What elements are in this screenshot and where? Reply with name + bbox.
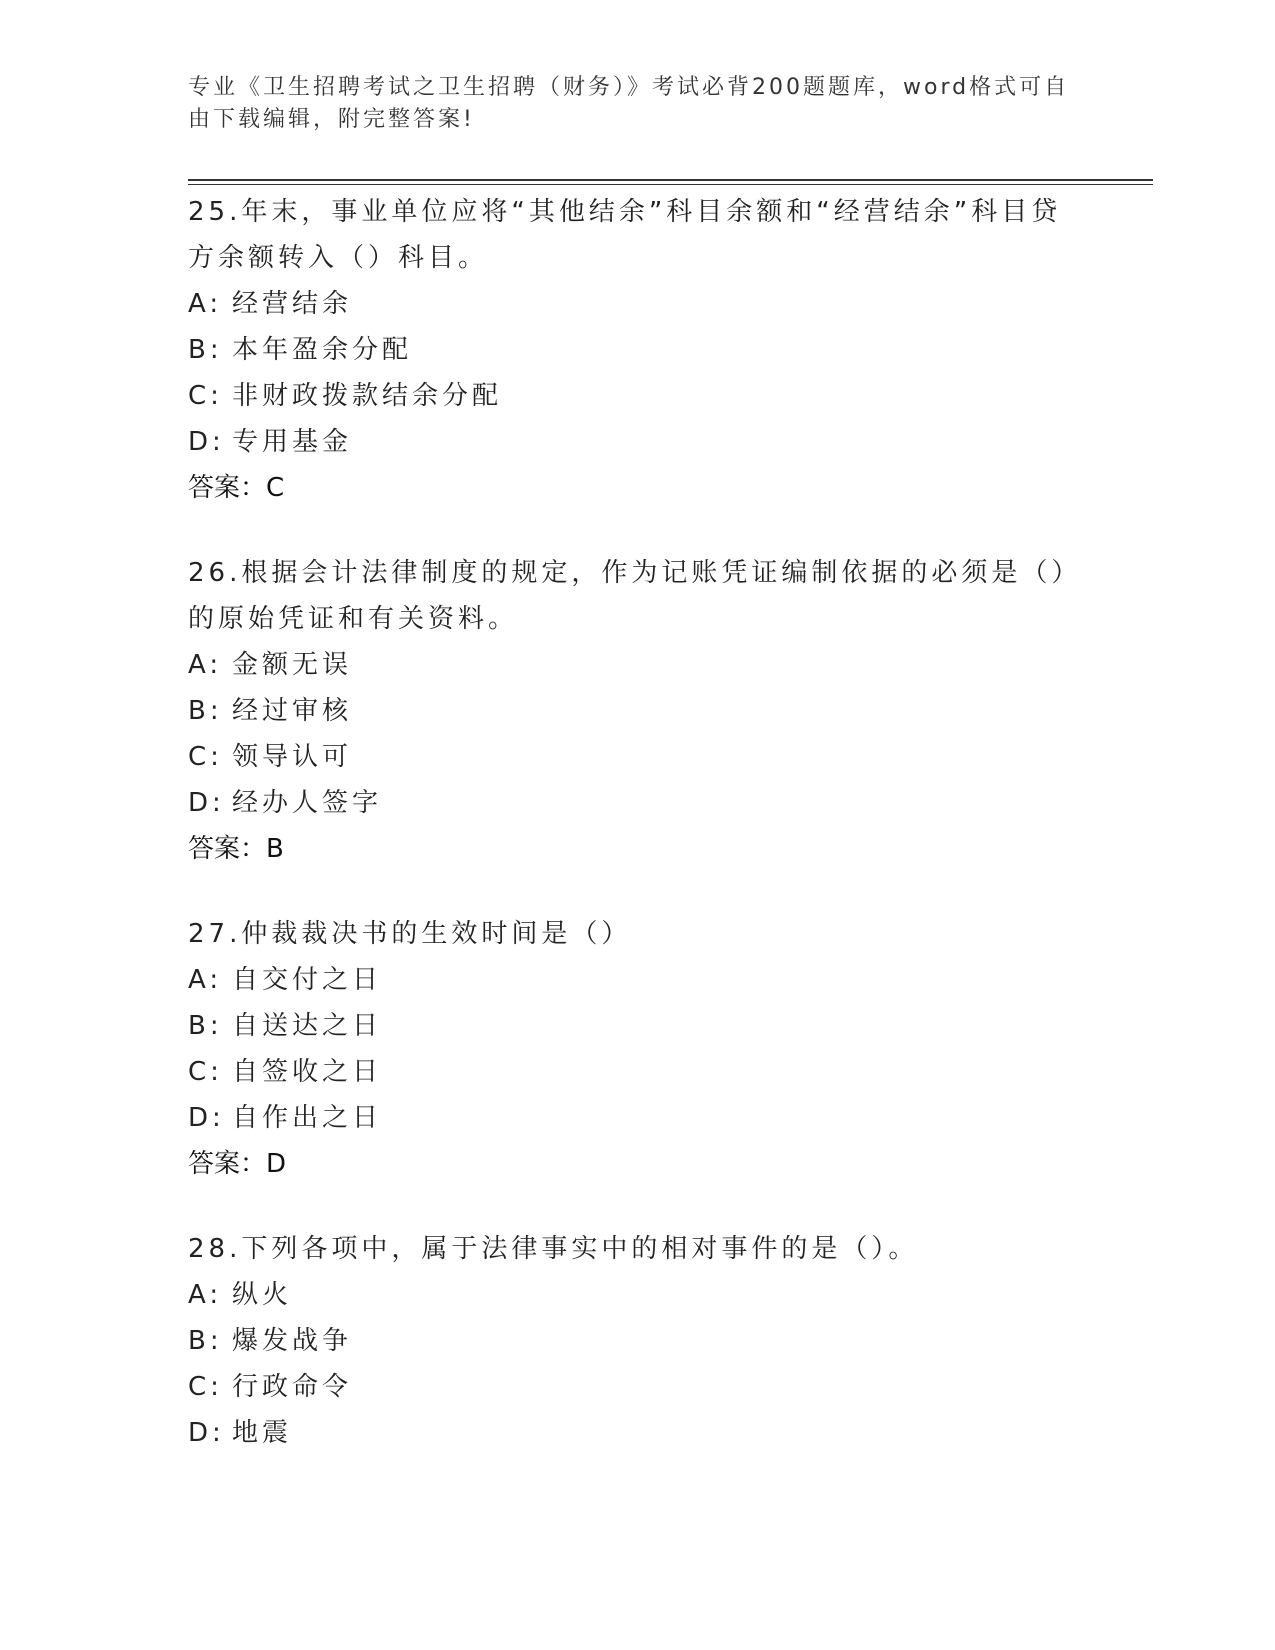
option-letter: A:	[188, 650, 223, 680]
option-letter: D:	[188, 788, 225, 818]
option-text: 行政命令	[232, 1372, 353, 1402]
question-28	[188, 1226, 1088, 1456]
option-text: 自送达之日	[232, 1011, 383, 1041]
option-d	[188, 780, 1088, 826]
option-d	[188, 1410, 1088, 1456]
question-text: 26.根据会计法律制度的规定，作为记账凭证编制依据的必须是（）的原始凭证和有关资料。	[188, 558, 1082, 634]
answer-line: 答案：B	[188, 834, 284, 864]
option-letter: C:	[188, 381, 223, 411]
option-letter: B:	[188, 335, 223, 365]
option-text: 非财政拨款结余分配	[232, 381, 503, 411]
option-text: 领导认可	[232, 742, 353, 772]
option-letter: A:	[188, 1280, 223, 1310]
question-25	[188, 189, 1088, 511]
option-letter: A:	[188, 965, 223, 995]
option-c	[188, 373, 1088, 419]
question-27	[188, 911, 1088, 1187]
option-b	[188, 327, 1088, 373]
answer-line: 答案：D	[188, 1149, 287, 1179]
header-rule-thin	[188, 184, 1153, 185]
option-text: 经过审核	[232, 696, 353, 726]
option-text: 金额无误	[232, 650, 353, 680]
option-a	[188, 1272, 1088, 1318]
option-text: 本年盈余分配	[232, 335, 413, 365]
option-letter: D:	[188, 1418, 225, 1448]
option-b	[188, 1318, 1088, 1364]
option-letter: B:	[188, 1326, 223, 1356]
option-b	[188, 1003, 1088, 1049]
option-text: 自签收之日	[232, 1057, 383, 1087]
option-text: 经营结余	[232, 289, 353, 319]
option-c	[188, 1049, 1088, 1095]
question-text: 28.下列各项中，属于法律事实中的相对事件的是（）。	[188, 1234, 919, 1264]
option-letter: D:	[188, 1103, 225, 1133]
option-d	[188, 1095, 1088, 1141]
option-letter: D:	[188, 427, 225, 457]
option-text: 专用基金	[232, 427, 353, 457]
option-c	[188, 1364, 1088, 1410]
option-text: 经办人签字	[232, 788, 383, 818]
answer-line: 答案：C	[188, 473, 285, 503]
question-26	[188, 550, 1088, 872]
option-d	[188, 419, 1088, 465]
option-text: 爆发战争	[232, 1326, 353, 1356]
question-list	[188, 189, 1088, 1495]
option-b	[188, 688, 1088, 734]
option-letter: C:	[188, 742, 223, 772]
option-c	[188, 734, 1088, 780]
document-header: 专业《卫生招聘考试之卫生招聘（财务）》考试必背200题题库，word格式可自由下载编辑，附完整答案!	[188, 75, 1070, 132]
question-text: 27.仲裁裁决书的生效时间是（）	[188, 919, 632, 949]
option-letter: A:	[188, 289, 223, 319]
option-letter: C:	[188, 1372, 223, 1402]
option-letter: C:	[188, 1057, 223, 1087]
option-text: 纵火	[232, 1280, 293, 1310]
option-a	[188, 957, 1088, 1003]
question-text: 25.年末，事业单位应将“其他结余”科目余额和“经营结余”科目贷方余额转入（）科目。	[188, 197, 1062, 273]
option-text: 自交付之日	[232, 965, 383, 995]
option-a	[188, 642, 1088, 688]
option-text: 自作出之日	[232, 1103, 383, 1133]
option-letter: B:	[188, 696, 223, 726]
option-letter: B:	[188, 1011, 223, 1041]
option-text: 地震	[232, 1418, 293, 1448]
header-rule-thick	[188, 179, 1153, 181]
option-a	[188, 281, 1088, 327]
